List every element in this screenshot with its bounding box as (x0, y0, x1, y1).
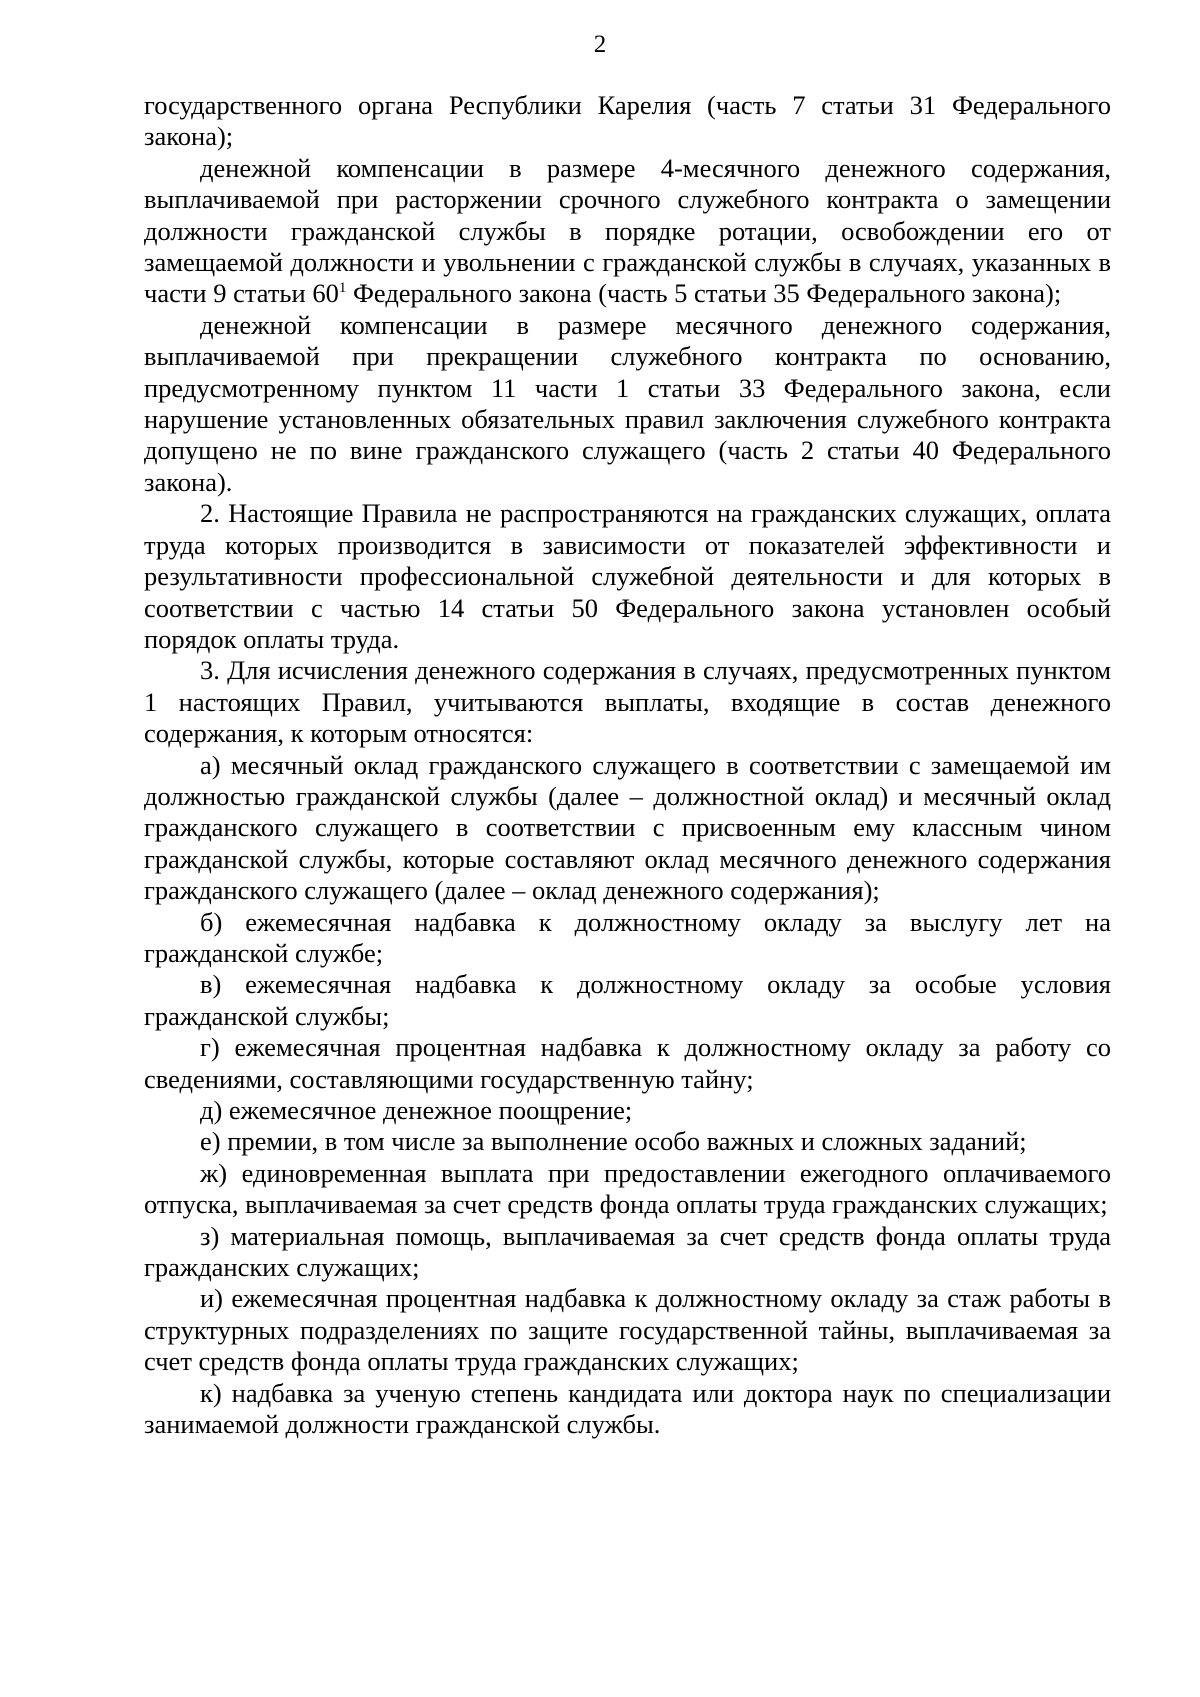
document-body (144, 90, 1111, 1440)
list-item-zh: ж) единовременная выплата при предоставлении ежегодного оплачиваемого отпуска, выплачиваемая за счет средств фонда оплаты труда гражданских служащих; (144, 1157, 1111, 1220)
paragraph-text: денежной компенсации в размере 4-месячного денежного содержания, выплачиваемой при расторжении срочного служебного контракта о замещении должности гражданской службы в порядке ротации, освобождении его от замещаемой должности и увольнении с гражданской службы в случаях, указанных в части 9 статьи 60 (144, 152, 1111, 309)
list-item-k: к) надбавка за ученую степень кандидата или доктора наук по специализации занимаемой должности гражданской службы. (144, 1377, 1111, 1440)
list-item-z: з) материальная помощь, выплачиваемая за счет средств фонда оплаты труда гражданских служащих; (144, 1220, 1111, 1283)
paragraph-continuation: государственного органа Республики Карелия (часть 7 статьи 31 Федерального закона); (144, 90, 1111, 152)
list-item-v: в) ежемесячная надбавка к должностному окладу за особые условия гражданской службы; (144, 969, 1111, 1031)
page-number: 2 (593, 31, 607, 58)
paragraph-item-2: 2. Настоящие Правила не распространяются на гражданских служащих, оплата труда которых производится в зависимости от показателей эффективности и результативности профессиональной служебной деятельности и для которых в соответствии с частью 14 статьи 50 Федерального закона установлен особый порядок оплаты труда. (144, 498, 1111, 654)
list-item-g: г) ежемесячная процентная надбавка к должностному окладу за работу со сведениями, составляющими государственную тайну; (144, 1032, 1111, 1094)
paragraph-text-tail: Федерального закона (часть 5 статьи 35 Федерального закона); (346, 278, 1062, 309)
paragraph-compensation-rotation (144, 153, 1111, 310)
list-item-i: и) ежемесячная процентная надбавка к должностному окладу за стаж работы в структурных подразделениях по защите государственной тайны, выплачиваемая за счет средств фонда оплаты труда гражданских служащих; (144, 1283, 1111, 1377)
list-item-e: е) премии, в том числе за выполнение особо важных и сложных заданий; (200, 1126, 1027, 1157)
superscript: 1 (338, 280, 347, 297)
list-item-d: д) ежемесячное денежное поощрение; (200, 1095, 633, 1125)
paragraph-compensation-termination: денежной компенсации в размере месячного денежного содержания, выплачиваемой при прекращении служебного контракта по основанию, предусмотренному пунктом 11 части 1 статьи 33 Федерального закона, если нарушение установленных обязательных правил заключения служебного контракта допущено не по вине гражданского служащего (часть 2 статьи 40 Федерального закона). (144, 309, 1111, 497)
list-item-b: б) ежемесячная надбавка к должностному окладу за выслугу лет на гражданской службе; (144, 906, 1111, 968)
list-item-a: а) месячный оклад гражданского служащего в соответствии с замещаемой им должностью гражданской службы (далее – должностной оклад) и месячный оклад гражданского служащего в соответствии с присвоенным ему классным чином гражданской службы, которые составляют оклад месячного денежного содержания гражданского служащего (далее – оклад денежного содержания); (144, 749, 1111, 906)
paragraph-item-3: 3. Для исчисления денежного содержания в случаях, предусмотренных пунктом 1 настоящих Правил, учитываются выплаты, входящие в состав денежного содержания, к которым относятся: (144, 655, 1111, 749)
